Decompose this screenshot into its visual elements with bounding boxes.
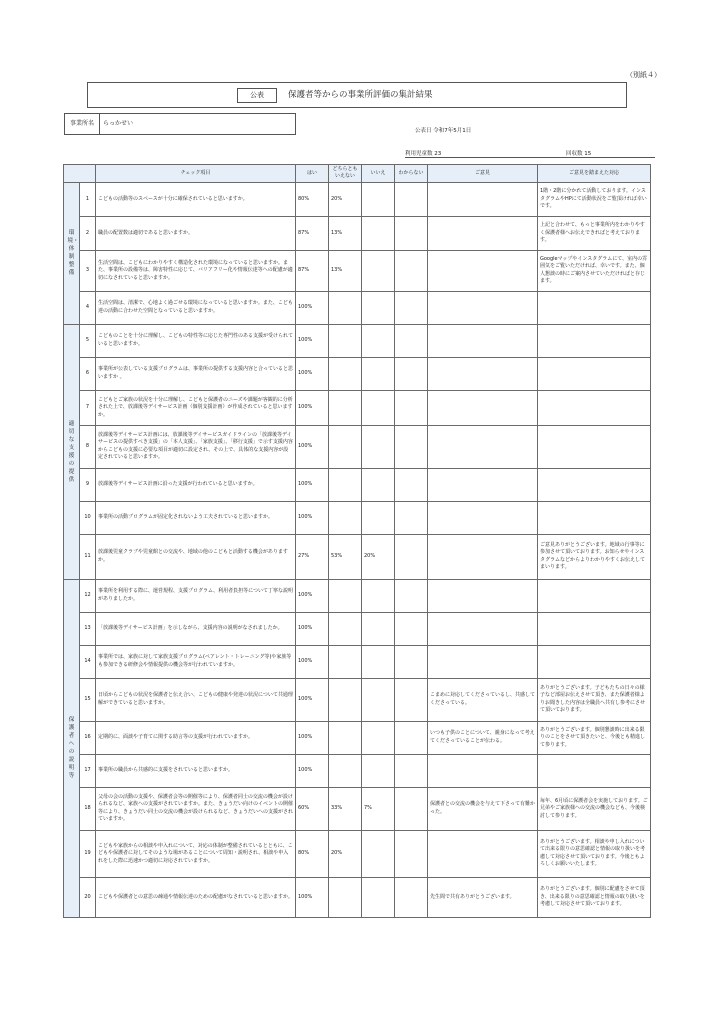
opinion-cell: 保護者との交流の機会を与えて下さって有難かった。: [428, 787, 538, 830]
item-text: 放課後児童クラブや児童館との交流や、地域の他のこどもと活動する機会がありますか。: [96, 534, 296, 579]
table-header-row: [64, 165, 651, 183]
neither-percent: 20%: [329, 830, 362, 877]
unknown-percent: [395, 291, 428, 324]
response-cell: ありがとうございます。子どもたちの日々の様子など部屋お伝えさせて頂き、また保護者様よりお聞きした内容は全職員へ共有し参考にさせて頂いております。: [538, 678, 651, 721]
yes-percent: 60%: [296, 787, 329, 830]
neither-percent: [329, 324, 362, 357]
row-number: 10: [80, 501, 96, 534]
item-text: 父母の会の活動の支援や、保護者会等の開催等により、保護者同士の交流の機会が設けられるなど、家族への支援がされていますか。また、きょうだい向けのイベントの開催等により、きょうだい同士の交流の機会が設けられるなど、きょうだいへの支援がされていますか。: [96, 787, 296, 830]
response-cell: [538, 425, 651, 468]
neither-percent: [329, 501, 362, 534]
title-box: [87, 82, 627, 108]
neither-percent: 20%: [329, 182, 362, 216]
row-number: 19: [80, 830, 96, 877]
no-percent: [362, 612, 395, 645]
table-row: [64, 324, 651, 357]
opinion-cell: こまめに対応してくださっているし、共感してくださっている。: [428, 678, 538, 721]
row-number: 6: [80, 357, 96, 390]
item-text: 定期的に、面談や子育てに関する助言等の支援が行われていますか。: [96, 721, 296, 754]
row-number: 15: [80, 678, 96, 721]
office-box: [64, 113, 296, 135]
neither-percent: [329, 721, 362, 754]
response-cell: [538, 324, 651, 357]
item-text: こどもや保護者との意思の疎通や情報伝達のための配慮がなされていると思いますか。: [96, 877, 296, 917]
row-number: 20: [80, 877, 96, 917]
item-text: 事業所の活動プログラムが固定化されないよう工夫されていると思いますか。: [96, 501, 296, 534]
no-percent: [362, 645, 395, 678]
neither-percent: 33%: [329, 787, 362, 830]
item-text: 事業所が公表している支援プログラムは、事業所の提供する支援内容と合っていると思いますか 。: [96, 357, 296, 390]
yes-percent: 100%: [296, 612, 329, 645]
neither-percent: [329, 612, 362, 645]
header-no: いいえ: [362, 165, 395, 183]
yes-percent: 100%: [296, 754, 329, 787]
table-row: [64, 754, 651, 787]
item-text: 生活空間は、こどもにわかりやすく構造化された環境になっていると思いますか。また、事業所の設備等は、障害特性に応じて、バリアフリー化や情報伝達等への配慮が適切になされていると思いますか。: [96, 250, 296, 291]
row-number: 8: [80, 425, 96, 468]
no-percent: [362, 250, 395, 291]
yes-percent: 100%: [296, 291, 329, 324]
unknown-percent: [395, 425, 428, 468]
yes-percent: 87%: [296, 216, 329, 250]
publish-date: 公表日 令和7年5月1日: [415, 128, 472, 134]
neither-percent: [329, 645, 362, 678]
yes-percent: 100%: [296, 721, 329, 754]
category-label: 環境・体制整備: [67, 230, 79, 277]
opinion-cell: [428, 250, 538, 291]
table-row: [64, 250, 651, 291]
neither-percent: 13%: [329, 216, 362, 250]
yes-percent: 87%: [296, 250, 329, 291]
item-text: 生活空間は、清潔で、心地よく過ごせる環境になっていると思いますか。また、こども達の活動に合わせた空間となっていると思いますか。: [96, 291, 296, 324]
opinion-cell: [428, 612, 538, 645]
response-cell: [538, 754, 651, 787]
header-neither: どちらとも いえない: [329, 165, 362, 183]
category-cell: [64, 324, 80, 579]
item-text: 日頃からこどもの状況を保護者と伝え合い、こどもの健康や発達の状況について共通理解ができていると思いますか。: [96, 678, 296, 721]
unknown-percent: [395, 612, 428, 645]
response-cell: 毎年、6月頃に保護者会を実施しております。ご兄弟やご家族様への交流の機会なども、今後検討して参ります。: [538, 787, 651, 830]
responses-field: [566, 149, 646, 157]
header-unknown: わからない: [395, 165, 428, 183]
user-count: 利用児童数 23: [405, 151, 442, 157]
item-text: 事業所を利用する際に、運営規程、支援プログラム、利用者負担等について丁寧な説明がありましたか。: [96, 579, 296, 612]
item-text: 事業所の職員から共感的に支援をされていると思いますか。: [96, 754, 296, 787]
opinion-cell: [428, 291, 538, 324]
yes-percent: 100%: [296, 357, 329, 390]
unknown-percent: [395, 830, 428, 877]
publish-badge: 公表: [237, 88, 277, 103]
response-cell: [538, 612, 651, 645]
opinion-cell: [428, 425, 538, 468]
page-title: 保護者等からの事業所評価の集計結果: [288, 90, 433, 100]
opinion-cell: [428, 830, 538, 877]
row-number: 2: [80, 216, 96, 250]
response-cell: [538, 645, 651, 678]
yes-percent: 100%: [296, 324, 329, 357]
unknown-percent: [395, 357, 428, 390]
users-field: [405, 149, 501, 157]
table-row: [64, 501, 651, 534]
opinion-cell: [428, 645, 538, 678]
response-cell: [538, 291, 651, 324]
row-number: 14: [80, 645, 96, 678]
row-number: 17: [80, 754, 96, 787]
unknown-percent: [395, 534, 428, 579]
item-text: こどもの活動等のスペースが十分に確保されていると思いますか。: [96, 182, 296, 216]
unknown-percent: [395, 468, 428, 501]
row-number: 12: [80, 579, 96, 612]
neither-percent: 13%: [329, 250, 362, 291]
unknown-percent: [395, 216, 428, 250]
neither-percent: [329, 390, 362, 425]
neither-percent: [329, 468, 362, 501]
header-yes: はい: [296, 165, 329, 183]
row-number: 4: [80, 291, 96, 324]
row-number: 1: [80, 182, 96, 216]
table-row: [64, 830, 651, 877]
yes-percent: 100%: [296, 468, 329, 501]
no-percent: [362, 324, 395, 357]
category-label: 適切な支援の提供: [68, 420, 75, 483]
item-text: こどもとご家族の状況を十分に理解し、こどもと保護者のニーズや課題が客観的に分析された上で、放課後等デイサービス計画（個別支援計画）が作成されていると思いますか。: [96, 390, 296, 425]
no-percent: [362, 501, 395, 534]
table-row: [64, 678, 651, 721]
unknown-percent: [395, 645, 428, 678]
publish-date-field: [415, 126, 543, 134]
table-row: [64, 612, 651, 645]
row-number: 9: [80, 468, 96, 501]
table-row: [64, 357, 651, 390]
no-percent: [362, 678, 395, 721]
opinion-cell: [428, 579, 538, 612]
table-row: [64, 216, 651, 250]
response-cell: 1階・2階に分かれて活動しております。インスタグラムやHPにて活動状況をご覧頂ければ幸いです。: [538, 182, 651, 216]
office-name: らっかせい: [103, 120, 134, 127]
no-percent: 20%: [362, 534, 395, 579]
yes-percent: 100%: [296, 678, 329, 721]
yes-percent: 27%: [296, 534, 329, 579]
response-cell: ありがとうございます。個別懇談時に出来る限りのことをさせて頂きたいと、今後とも精進して参ります。: [538, 721, 651, 754]
no-percent: [362, 425, 395, 468]
no-percent: [362, 468, 395, 501]
no-percent: [362, 754, 395, 787]
response-cell: ありがとうございます。個別に配慮をさせて頂き、出来る限りの意思確認と情報の取り扱いを考慮して対応させて頂いております。: [538, 877, 651, 917]
unknown-percent: [395, 678, 428, 721]
item-text: こどもや家族からの相談や申入れについて、対応の体制が整備されているとともに、こどもや保護者に対してそのような場があることについて周知・説明され、相談や申入れをした際に迅速かつ適切に対応されていますか。: [96, 830, 296, 877]
opinion-cell: [428, 754, 538, 787]
table-row: [64, 182, 651, 216]
response-cell: [538, 390, 651, 425]
neither-percent: [329, 678, 362, 721]
table-row: [64, 787, 651, 830]
opinion-cell: [428, 534, 538, 579]
row-number: 16: [80, 721, 96, 754]
table-row: [64, 645, 651, 678]
yes-percent: 100%: [296, 425, 329, 468]
table-row: [64, 468, 651, 501]
neither-percent: [329, 579, 362, 612]
unknown-percent: [395, 324, 428, 357]
opinion-cell: [428, 324, 538, 357]
item-text: 放課後等デイサービス計画に沿った支援が行われていると思いますか。: [96, 468, 296, 501]
opinion-cell: [428, 182, 538, 216]
no-percent: [362, 579, 395, 612]
unknown-percent: [395, 250, 428, 291]
opinion-cell: [428, 390, 538, 425]
yes-percent: 80%: [296, 182, 329, 216]
response-cell: [538, 501, 651, 534]
annex-label: （別紙４）: [626, 71, 661, 79]
unknown-percent: [395, 501, 428, 534]
opinion-cell: いつも子供のことについて、親身になって考えてくださっていることが伝わる。: [428, 721, 538, 754]
yes-percent: 100%: [296, 390, 329, 425]
unknown-percent: [395, 754, 428, 787]
unknown-percent: [395, 877, 428, 917]
no-percent: [362, 877, 395, 917]
row-number: 18: [80, 787, 96, 830]
no-percent: [362, 721, 395, 754]
item-text: 職員の配置数は適切であると思いますか。: [96, 216, 296, 250]
row-number: 3: [80, 250, 96, 291]
response-cell: ありがとうございます。相談や申し入れについて出来る限りの意思確認と情報の取り扱いを考慮して対応させて頂いております。今後ともよろしくお願いいたします。: [538, 830, 651, 877]
category-cell: [64, 182, 80, 324]
response-cell: [538, 468, 651, 501]
no-percent: 7%: [362, 787, 395, 830]
neither-percent: [329, 425, 362, 468]
meta-underline: [405, 157, 655, 158]
table-row: [64, 534, 651, 579]
no-percent: [362, 291, 395, 324]
no-percent: [362, 216, 395, 250]
office-label: 事業所名: [65, 114, 100, 134]
unknown-percent: [395, 721, 428, 754]
yes-percent: 100%: [296, 877, 329, 917]
yes-percent: 100%: [296, 645, 329, 678]
category-cell: [64, 579, 80, 917]
no-percent: [362, 390, 395, 425]
yes-percent: 80%: [296, 830, 329, 877]
row-number: 5: [80, 324, 96, 357]
header-blank: [64, 165, 96, 183]
yes-percent: 100%: [296, 501, 329, 534]
response-cell: [538, 579, 651, 612]
unknown-percent: [395, 787, 428, 830]
opinion-cell: [428, 216, 538, 250]
header-response: ご意見を踏まえた対応: [538, 165, 651, 183]
item-text: 放課後等デイサービス計画には、放課後等デイサービスガイドラインの「放課後等デイサービスの提供すべき支援」の「本人支援」、「家族支援」、「移行支援」で示す支援内容からこどもの支援に必要な項目が適切に設定され、その上で、具体的な支援内容が設定されていると思いますか。: [96, 425, 296, 468]
item-text: 事業所では、家族に対して家族支援プログラム(ペアレント・トレーニング等)や家族等も参加できる研修会や情報提供の機会等が行われていますか。: [96, 645, 296, 678]
unknown-percent: [395, 182, 428, 216]
response-cell: 上記と合わせて、もっと事業所内をわかりやすく保護者様へお伝えできればと考えております。: [538, 216, 651, 250]
item-text: こどものことを十分に理解し、こどもの特性等に応じた専門性のある支援が受けられていると思いますか。: [96, 324, 296, 357]
header-opinion: ご意見: [428, 165, 538, 183]
opinion-cell: [428, 468, 538, 501]
unknown-percent: [395, 579, 428, 612]
evaluation-table: [63, 164, 651, 918]
opinion-cell: [428, 501, 538, 534]
no-percent: [362, 830, 395, 877]
yes-percent: 100%: [296, 579, 329, 612]
response-cell: Googleマップやインスタグラムにて、室内の雰囲気をご覧いただければ、幸いです。また、個人懇談の時にご案内させていただければと存じます。: [538, 250, 651, 291]
item-text: 「放課後等デイサービス計画」を示しながら、支援内容の説明がなされましたか。: [96, 612, 296, 645]
opinion-cell: 先生間で共有ありがとうございます。: [428, 877, 538, 917]
opinion-cell: [428, 357, 538, 390]
neither-percent: [329, 877, 362, 917]
table-row: [64, 390, 651, 425]
neither-percent: [329, 754, 362, 787]
table-row: [64, 877, 651, 917]
category-label: 保護者への説明等: [68, 717, 75, 780]
header-item: チェック項目: [96, 165, 296, 183]
no-percent: [362, 182, 395, 216]
response-cell: ご意見ありがとうございます。地域の行事等に参加させて頂いております。お知らせやインスタグラムなどからよりわかりやすくお伝えしてまいります。: [538, 534, 651, 579]
neither-percent: 53%: [329, 534, 362, 579]
neither-percent: [329, 357, 362, 390]
unknown-percent: [395, 390, 428, 425]
table-row: [64, 579, 651, 612]
response-cell: [538, 357, 651, 390]
response-count: 回収数 15: [566, 151, 592, 157]
row-number: 11: [80, 534, 96, 579]
row-number: 7: [80, 390, 96, 425]
no-percent: [362, 357, 395, 390]
table-row: [64, 291, 651, 324]
row-number: 13: [80, 612, 96, 645]
table-row: [64, 721, 651, 754]
table-row: [64, 425, 651, 468]
neither-percent: [329, 291, 362, 324]
